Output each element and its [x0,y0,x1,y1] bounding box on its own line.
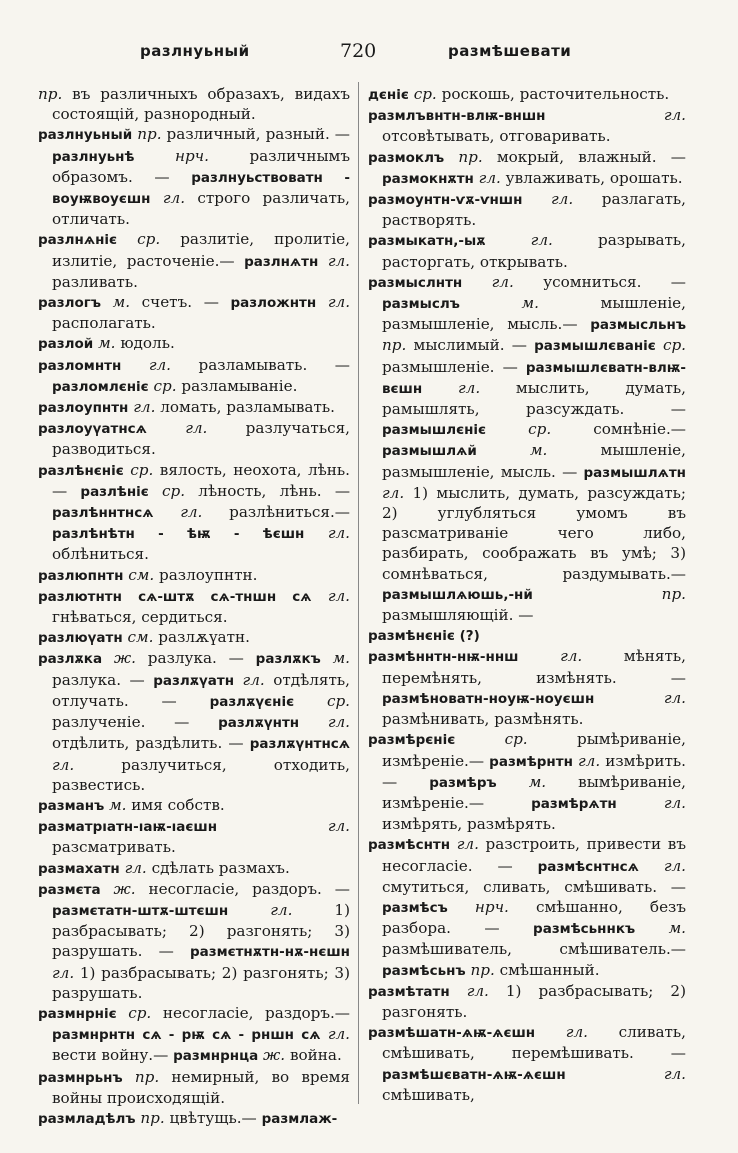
headword: размнрнца [173,1048,259,1065]
grammar-label: гл. [478,168,501,187]
headword: разлѣніє [80,483,149,500]
headword: размѣнєніє (?) [368,628,480,645]
right-column [368,84,686,1105]
dictionary-entry [368,729,686,834]
dictionary-entry [38,648,350,794]
definition-text: строго различать, отличать. [52,189,350,229]
grammar-label: гл. [133,398,156,417]
headword: разлоупнтн [38,400,129,417]
grammar-label: см. [128,565,155,584]
grammar-label: гл. [578,751,601,770]
headword: разлѣнєніє [38,462,124,479]
dictionary-entry [368,981,686,1022]
dictionary-entry [38,1067,350,1108]
grammar-label: ср. [662,336,687,355]
definition-text: смѣшанный. [494,960,600,979]
headword: разлнуьствоватн - воуѭвоуєшн [52,169,350,208]
grammar-label: ср. [162,481,186,500]
headword: размєтатн-штѫ-штєшн [52,902,229,919]
definition-text: счетъ. — [130,293,219,312]
definition-text: рымѣриваніе, измѣреніе.— [382,730,686,770]
definition-text: 1) разбрасывать; 2) разгонять; 3) разрушать. — [52,900,350,961]
dictionary-entry [38,355,350,397]
grammar-label: гл. [663,106,686,125]
headword: разлюпнтн [38,567,124,584]
grammar-label: ж. [263,1046,286,1065]
grammar-label: пр. [470,960,495,979]
definition-text: 1) разбрасывать; 2) разгонять. [382,981,686,1021]
grammar-label: пр. [382,336,407,355]
grammar-label: гл. [663,688,686,707]
headword: размлаж- [261,1110,338,1127]
definition-text: сдѣлать размахъ. [146,858,290,877]
grammar-label: пр. [137,125,162,144]
grammar-label: м. [332,649,351,668]
dictionary-entry [368,147,686,189]
definition-text: отсовѣтывать, отговаривать. [382,127,611,146]
definition-text: разлагать, растворять. [382,190,686,230]
definition-text: разлука. — [52,670,145,689]
grammar-label: гл. [327,1025,350,1044]
grammar-label: гл. [382,483,405,502]
definition-text: мышленіе, размышленіе, мысль. — [382,441,686,481]
definition-text: облѣниться. [52,545,149,564]
definition-text: разстроить, привести въ несогласіе. — [382,835,687,875]
definition-text: немирный, во время войны происходящій. [52,1067,351,1107]
grammar-label: м. [528,772,547,791]
grammar-label: ср. [413,85,437,103]
column-divider [358,82,359,1104]
grammar-label: м. [109,795,127,814]
headword: размѣсъ [382,899,448,916]
headword: размнрнтн сѧ - рѭ сѧ - рншн сѧ [52,1027,321,1044]
headword: размышлєватн-влѭ-вєшн [382,359,686,397]
grammar-label: пр. [458,147,483,166]
headword: размышлѧюшь,-нй [382,586,533,603]
grammar-label: гл. [466,981,489,1000]
grammar-label: гл. [162,189,186,208]
grammar-label: м. [112,293,131,312]
headword: размнрніє [38,1005,117,1022]
headword: размѣрѧтн [531,795,617,812]
headword: размѣсьннкъ [533,921,636,938]
headword: размѣрнтн [489,753,573,770]
headword: разломнтн [38,357,122,374]
headword: разлѣннтнсѧ [52,505,154,522]
headword: размѣшатн-ѧѭ-ѧєшн [368,1025,536,1042]
headword: разлютнтн сѧ-штѫ сѧ-тншн сѧ [38,588,312,605]
headword: разломлєніє [52,378,149,395]
definition-text: измѣрять, размѣрять. [382,815,556,834]
headword: разлогъ [38,295,101,312]
grammar-label: см. [127,628,154,647]
dictionary-entry [38,229,350,292]
headword: размышлєваніє [534,338,656,355]
dictionary-entry [368,646,686,729]
headword: размѣннтн-нѭ-ннш [368,649,519,666]
headword: разлѫкъ [255,651,321,668]
grammar-label: гл. [327,293,351,312]
headword: разлѫүєніє [209,693,295,710]
headword: разлнуьнѣ [52,148,135,165]
grammar-label: гл. [327,713,351,732]
grammar-label: м. [668,919,687,938]
dictionary-entry [38,627,350,648]
grammar-label: гл. [242,670,265,689]
grammar-label: гл. [456,835,479,854]
headword: разлюүатн [38,630,123,647]
dictionary-entry [368,84,686,105]
dictionary-entry [368,272,686,625]
definition-text: измѣрить. — [382,751,686,791]
grammar-label: ср. [153,376,177,395]
definition-text: ломать, разламывать. [155,398,335,417]
grammar-label: гл. [327,817,350,836]
headword: размокнѫтн [382,170,474,187]
dictionary-entry [38,418,350,459]
grammar-label: гл. [124,858,147,877]
definition-text: мыслить, думать, рамышлять, разсуждать. — [382,378,686,419]
grammar-label: ср. [504,730,528,749]
definition-text: сливать, смѣшивать, перемѣшивать. — [382,1023,686,1063]
dictionary-entry [38,397,350,418]
grammar-label: м. [521,294,539,313]
page-number: 720 [340,40,377,62]
definition-text: въ различныхъ образахъ, видахъ состоящій, разнородный. [52,85,350,124]
running-headword-left: разлнуьный [140,42,250,60]
definition-text: смутиться, сливать, смѣшивать. — [382,877,686,896]
definition-text: юдоль. [115,334,175,353]
dictionary-entry [38,858,350,879]
grammar-label: пр. [38,85,63,103]
definition-text: мыслимый. — [406,336,527,355]
dictionary-entry [38,333,350,354]
definition-text: различный, разный. — [161,125,350,144]
headword: размоклъ [368,149,445,166]
grammar-label: гл. [560,647,583,666]
definition-text: разлѣниться.— [202,503,350,522]
definition-text: вялость, неохота, лѣнь.— [52,460,350,500]
dictionary-entry [38,124,350,229]
grammar-label: м. [529,441,548,460]
page-header [0,42,738,66]
definition-text: разрывать, расторгать, открывать. [382,231,686,271]
grammar-label: нрч. [174,146,209,165]
headword: размѣшєватн-ѧѭ-ѧєшн [382,1066,566,1083]
headword: размладѣлъ [38,1110,136,1127]
grammar-label: пр. [134,1067,160,1086]
definition-text: имя собств. [126,795,225,814]
left-column [38,84,350,1129]
definition-text: разлѫүатн. [153,628,250,647]
dictionary-entry [368,189,686,230]
definition-text: цвѣтущь.— [164,1108,257,1127]
headword: разлѣнѣтн - ѣѭ - ѣєшн [52,526,305,543]
grammar-label: гл. [270,900,293,919]
grammar-label: гл. [457,378,481,397]
headword: разложнтн [230,295,317,312]
headword: размыкатн,-ыѫ [368,233,486,250]
headword: разлнуьный [38,127,133,144]
grammar-label: гл. [663,856,686,875]
headword: размыслъ [382,296,460,313]
grammar-label: гл. [327,586,351,605]
grammar-label: м. [98,334,116,353]
definition-text: разламываніе. [176,376,298,395]
headword: размышлєніє [382,422,487,439]
definition-text: отдѣлить, раздѣлить. — [52,734,244,753]
headword: размєта [38,881,101,898]
grammar-label: гл. [663,793,686,812]
dictionary-entry [38,292,350,333]
grammar-label: ср. [528,420,552,439]
grammar-label: гл. [52,963,75,982]
definition-text: разлучиться, отходить, развестись. [52,755,350,794]
dictionary-entry [368,834,686,980]
dictionary-entry [38,879,350,1003]
grammar-label: ср. [326,691,350,710]
headword: разлѫүнтнсѧ [249,736,351,753]
grammar-label: гл. [52,755,75,774]
definition-text: отдѣлять, отлучать. — [52,670,351,710]
definition-text: разламывать. — [171,355,350,374]
definition-text: различнымъ образомъ. — [52,146,351,186]
headword: размышлѧтн [583,464,686,481]
grammar-label: гл. [185,419,208,438]
headword: разматрıатн-ıаѭ-ıаєшн [38,819,218,836]
headword: размнрьнъ [38,1069,123,1086]
grammar-label: гл. [327,251,350,270]
headword: разлнѧтн [244,253,319,270]
grammar-label: пр. [661,584,686,603]
headword: размѣснтнсѧ [537,858,639,875]
definition-text: лѣность, лѣнь. — [185,481,351,500]
dictionary-entry [38,565,350,586]
definition-text: гнѣваться, сердиться. [52,608,228,627]
grammar-label: ж. [113,879,136,898]
headword: размысльнъ [590,317,686,334]
definition-text: мокрый, влажный. — [482,147,686,166]
definition-text: несогласіе, раздоръ.— [151,1003,350,1022]
definition-text: разлучаться, разводиться. [52,419,350,459]
definition-text: сомнѣніе.— [551,420,686,439]
grammar-label: ср. [137,230,161,249]
headword: размышлѧй [382,443,477,460]
headword: разлоуүатнсѧ [38,421,147,438]
definition-text: размышляющій. — [382,606,534,625]
definition-text: разлитіе, пролитіе, излитіе, расточеніе.— [52,230,350,270]
headword: размахатн [38,860,120,877]
definition-text: мышленіе, размышленіе, мысль.— [382,294,686,334]
grammar-label: гл. [180,503,203,522]
grammar-label: гл. [327,524,351,543]
headword: размыслнтн [368,274,463,291]
headword: размоунтн-ѵѫ-ѵншн [368,192,523,209]
headword: разлѫүатн [153,672,235,689]
headword: разлой [38,336,94,353]
definition-text: усомниться. — [513,272,686,291]
dictionary-entry [38,1108,350,1129]
grammar-label: гл. [565,1023,588,1042]
headword: размѣсьнъ [382,962,466,979]
headword: размѣноватн-ноуѭ-ноуєшн [382,690,595,707]
definition-text: разлоупнтн. [154,565,258,584]
definition-text: разливать. [52,272,138,291]
grammar-label: гл. [551,190,574,209]
dictionary-entry [38,84,350,124]
definition-text: увлаживать, орошать. [500,168,683,187]
definition-text: 1) разбрасывать; 2) разгонять; 3) разрушать. [52,963,350,1002]
headword: размѣснтн [368,837,451,854]
definition-text: размѣнивать, размѣнять. [382,710,584,729]
dictionary-entry [38,586,350,627]
dictionary-entry [38,816,350,857]
definition-text: несогласіе, раздоръ. — [135,879,350,898]
definition-text: смѣшанно, безъ разбора. — [382,897,687,938]
headword: дєніє [368,87,409,103]
dictionary-entry [368,1022,686,1105]
grammar-label: ср. [128,1003,152,1022]
headword: разлнѧніє [38,232,118,249]
definition-text: вести войну.— [52,1046,169,1065]
definition-text: смѣшивать, [382,1085,475,1104]
definition-text: разлученіе. — [52,713,190,732]
grammar-label: ср. [130,460,154,479]
dictionary-entry [38,795,350,816]
grammar-label: ж. [113,649,136,668]
dictionary-entry [38,1003,350,1067]
grammar-label: гл. [148,355,171,374]
dictionary-entry [368,625,686,646]
definition-text: война. [285,1046,342,1065]
headword: разлѫүнтн [218,715,300,732]
grammar-label: нрч. [474,897,509,916]
headword: размѣръ [429,774,497,791]
grammar-label: гл. [491,272,514,291]
headword: размєтнѫтн-нѫ-нєшн [189,944,350,961]
grammar-label: гл. [530,231,553,250]
headword: разлѫка [38,651,103,668]
definition-text: размѣшиватель, смѣшиватель.— [382,940,686,959]
definition-text: разсматривать. [52,838,176,857]
definition-text: размышленіе. — [382,357,518,376]
running-headword-right: размѣшевати [448,42,572,60]
headword: размѣрєніє [368,732,456,749]
dictionary-entry [368,105,686,146]
definition-text: вымѣриваніе, измѣреніе.— [382,772,687,812]
definition-text: 1) мыслить, думать, разсуждать; 2) углубляться умомъ въ разсматриваніе чего либо, разбирать, соображать въ умѣ; 3) сомнѣваться, раздумывать.— [382,483,686,583]
dictionary-entry [368,230,686,271]
grammar-label: гл. [663,1064,686,1083]
definition-text: разлука. — [135,649,244,668]
headword: размѣтатн [368,983,450,1000]
definition-text: располагать. [52,314,156,333]
definition-text: мѣнять, перемѣнять, измѣнять. — [382,647,686,687]
headword: размлъвнтн-влѭ-вншн [368,108,546,125]
grammar-label: пр. [140,1108,165,1127]
definition-text: роскошь, расточительность. [436,85,670,103]
headword: разманъ [38,797,105,814]
dictionary-entry [38,460,350,565]
